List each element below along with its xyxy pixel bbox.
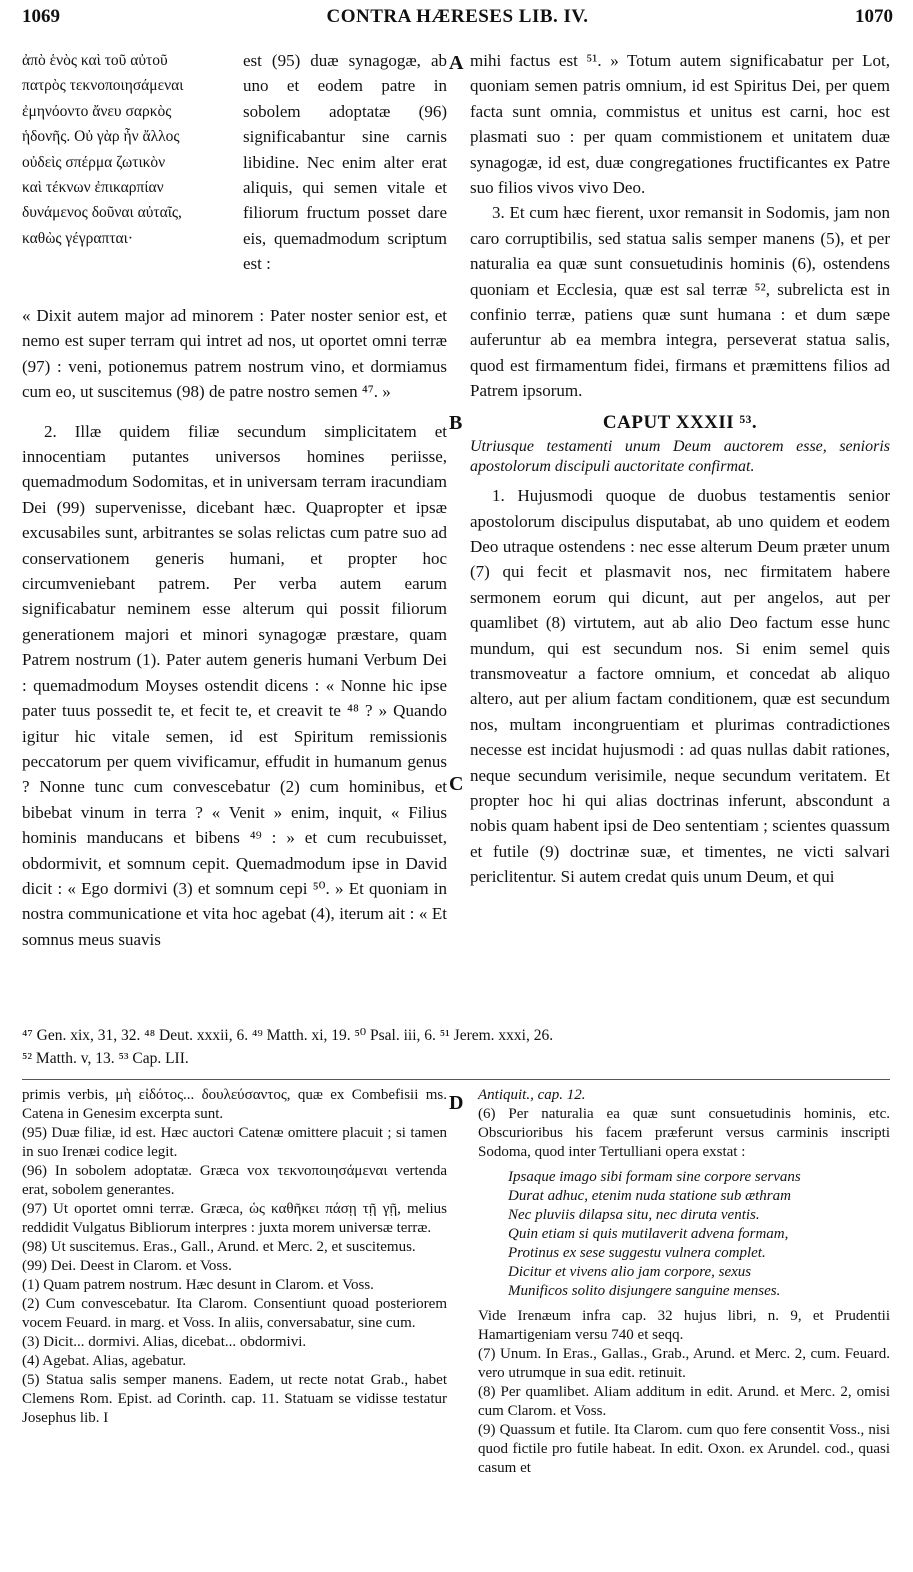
- notes-right-column: [478, 1086, 890, 1478]
- left-main-column: [22, 303, 447, 952]
- chapter-heading: CAPUT XXXII ⁵³.: [602, 411, 758, 433]
- poem-line: Nec pluviis dilapsa situ, nec diruta ventis.: [508, 1207, 760, 1223]
- poem-line: Protinus ex sese suggestu vulnera complet.: [508, 1245, 766, 1261]
- poem-line: Quin etiam si quis mutilaverit advena formam,: [508, 1226, 789, 1242]
- margin-letter-b: B: [449, 412, 463, 434]
- chapter-paragraph-1: 1. Hujusmodi quoque de duobus testamentis senior apostolorum discipulus disputabat, ab uno quidem et eodem Deo utraque ostendens : nec esse alterum Deum præter unum (7) qui fecit et plasmavit nos, nec firmitatem habere sermonem eorum qui dicunt, aut per angelos, aut per quamlibet (8) virtutem, aut ab alio Deo factum esse hunc mundum, qui est secundum nos. Si enim semel quis transmoveatur a factore omnium, et concedat ab aliquo altero, aut per alium factam conditionem, quæ est secundum nos, multam incongruentiam et plurimas contradictiones necesse est incidat hujusmodi : ad quas nullas dabit rationes, neque secundum verisimile, neque secundum veritatem. Et propter hoc hi qui alias doctrinas inferunt, abscondunt a nobis quam habent ipsi de Deo sententiam ; scientes quassum et futile (9) doctrinæ suæ, et timentes, ne victi salvari periclitentur. Si autem credat quis unum Deum, et qui: [470, 486, 890, 887]
- greek-line: ἡδονῆς. Οὐ γὰρ ἦν ἄλλος: [22, 128, 180, 146]
- note: (1) Quam patrem nostrum. Hæc desunt in Clarom. et Voss.: [22, 1277, 374, 1293]
- scripture-ref-line: ⁴⁷ Gen. xix, 31, 32. ⁴⁸ Deut. xxxii, 6. ⁴⁹ Matth. xi, 19. ⁵⁰ Psal. iii, 6. ⁵¹ Jerem. xxxi, 26.: [22, 1027, 554, 1044]
- greek-line: οὐδεὶς σπέρμα ζωτικὸν: [22, 153, 166, 171]
- quotation-paragraph: « Dixit autem major ad minorem : Pater noster senior est, et nemo est super terram qui intret ad nos, ut oportet omni terræ (97) : veni, potionemus patrem nostrum vino, et dormiamus cum eo, ut suscitemus (98) de patre nostro semen ⁴⁷. »: [22, 306, 447, 402]
- greek-line: πατρὸς τεκνοποιησάμεναι: [22, 77, 184, 95]
- page-number-left: 1069: [22, 6, 60, 27]
- page-number-right: 1070: [855, 6, 893, 27]
- section-2-paragraph: 2. Illæ quidem filiæ secundum simplicitatem et innocentiam putantes universos homines periisse, quemadmodum Sodomitas, et in universam terram iracundiam Dei (99) supervenisse, dicebant hæc. Quapropter et ipsæ excusabiles sunt, arbitrantes se solas relictas cum patre suo ad conservationem generis humani, et propter hoc circumveniebant patrem. Per verba autem earum significabatur neminem esse alterum qui possit filiorum generationem majori et minori synagogæ præstare, quam Patrem nostrum (1). Pater autem generis humani Verbum Dei : quemadmodum Moyses ostendit dicens : « Nonne hic ipse pater tuus possedit te, et fecit te, et creavit te ⁴⁸ ? » Quando igitur hic vitale semen, id est Spiritum remissionis peccatorum per quem vivificamur, effudit in humanum genus ? Nonne tunc cum convescebatur (2) cum hominibus, et bibebat vinum in terra ? « Venit » enim, inquit, « Filius hominis manducans et bibens ⁴⁹ : » et cum recubuisset, obdormivit, et somnum cepit. Quemadmodum ipse in David dicit : « Ego dormivi (3) et somnum cepi ⁵⁰. » Et quoniam in nostra communicatione et vita hoc agebat (4), iterum ait : « Et somnus meus suavis: [22, 421, 447, 949]
- running-head: [22, 6, 893, 32]
- latin-paragraph: est (95) duæ synagogæ, ab uno et eodem patre in sobolem adoptatæ (96) significabantur sine carnis libidine. Nec enim alter erat aliquis, qui semen vitale et filiorum fructum posset dare eis, quemadmodum scriptum est :: [243, 51, 447, 274]
- poem-line: Ipsaque imago sibi formam sine corpore servans: [508, 1169, 801, 1185]
- note: primis verbis, μὴ εἰδότος... δουλεύσαντος, quæ ex Combefisii ms. Catena in Genesim excerpta sunt.: [22, 1087, 447, 1122]
- scripture-references: [22, 1024, 890, 1070]
- margin-letter-d: D: [449, 1092, 464, 1114]
- note: (8) Per quamlibet. Aliam additum in edit. Arund. et Merc. 2, omisi cum Clarom. et Voss.: [478, 1384, 890, 1419]
- margin-letter-c: C: [449, 773, 464, 795]
- right-main-column: [470, 48, 890, 890]
- note: (2) Cum convescebatur. Ita Clarom. Consentiunt quoad posteriorem vocem Feuard. in marg. et Voss. In aliis, conversabatur, sine cum.: [22, 1296, 447, 1331]
- chapter-summary: Utriusque testamenti unum Deum auctorem esse, senioris apostolorum discipuli auctoritate confirmat.: [470, 438, 890, 476]
- section-3-paragraph: 3. Et cum hæc fierent, uxor remansit in Sodomis, jam non caro corruptibilis, sed statua salis semper manens (5), et per naturalia ea quæ sunt consuetudinis hominis (6), ostendens quoniam et Ecclesia, quæ est sal terræ ⁵², subrelicta est in confinio terræ, patiens quæ sunt humana : et dum sæpe auferuntur ab ea membra integra, perseverat statua salis, quod est firmamentum fidei, firmans et præmittens filios ad Patrem ipsorum.: [470, 203, 890, 401]
- note: (96) In sobolem adoptatæ. Græca vox τεκνοποιησάμεναι vertenda erat, sobolem generantes.: [22, 1163, 447, 1198]
- margin-letter-a: A: [449, 52, 464, 74]
- notes-divider: [22, 1079, 890, 1080]
- note: (7) Unum. In Eras., Gallas., Grab., Arund. et Merc. 2, cum. Feuard. vero utrumque in sua edit. retinuit.: [478, 1346, 890, 1381]
- latin-narrow-column: [243, 48, 447, 277]
- greek-line: καὶ τέκνων ἐπικαρπίαν: [22, 179, 164, 197]
- note: (95) Duæ filiæ, id est. Hæc auctori Catenæ omittere placuit ; si tamen in suo Irenæi codice legit.: [22, 1125, 447, 1160]
- note: (4) Agebat. Alias, agebatur.: [22, 1353, 187, 1369]
- note: (98) Ut suscitemus. Eras., Gall., Arund. et Merc. 2, et suscitemus.: [22, 1239, 416, 1255]
- page-title: CONTRA HÆRESES LIB. IV.: [326, 6, 589, 27]
- scripture-ref-line: ⁵² Matth. v, 13. ⁵³ Cap. LII.: [22, 1050, 189, 1067]
- note: Antiquit., cap. 12.: [478, 1087, 586, 1103]
- note: (9) Quassum et futile. Ita Clarom. cum quo fere consentit Voss., nisi quod fictile pro futile habeat. In edit. Oxon. ex Arundel. cod., quasi casum et: [478, 1422, 890, 1476]
- poem-line: Durat adhuc, etenim nuda statione sub æthram: [508, 1188, 791, 1204]
- note: (3) Dicit... dormivi. Alias, dicebat... obdormivi.: [22, 1334, 307, 1350]
- poem-line: Munificos solito disjungere sanguine menses.: [508, 1283, 781, 1299]
- greek-line: δυνάμενος δοῦναι αὐταῖς,: [22, 204, 182, 222]
- notes-left-column: [22, 1086, 447, 1428]
- note: Vide Irenæum infra cap. 32 hujus libri, n. 9, et Prudentii Hamartigeniam versu 740 et seqq.: [478, 1308, 890, 1343]
- note: (97) Ut oportet omni terræ. Græca, ὡς καθῆκει πάσῃ τῇ γῇ, melius reddidit Vulgatus Bibliorum interpres : juxta morem universæ terræ.: [22, 1201, 447, 1236]
- poem-quotation: [478, 1168, 890, 1301]
- right-paragraph-1: mihi factus est ⁵¹. » Totum autem significabatur per Lot, quoniam semen patris omnium, id est Spiritus Dei, per quem facta sunt omnia, commistus et unitus est carni, hoc est plasmati suo : per quam commistionem et unitatem duæ synagogæ, id est, duæ congregationes fructificantes ex Patre suo filios vivos vivo Deo.: [470, 51, 890, 198]
- note: (6) Per naturalia ea quæ sunt consuetudinis hominis, etc. Obscurioribus his facem præferunt versus carminis inscripti Sodoma, quod inter Tertulliani opera exstat :: [478, 1106, 890, 1160]
- greek-line: ἐμηνόοντο ἄνευ σαρκὸς: [22, 102, 172, 120]
- greek-line: ἀπὸ ἑνὸς καὶ τοῦ αὐτοῦ: [22, 52, 168, 69]
- greek-text-column: [22, 48, 234, 251]
- greek-line: καθὼς γέγραπται·: [22, 229, 134, 247]
- note: (99) Dei. Deest in Clarom. et Voss.: [22, 1258, 232, 1274]
- poem-line: Dicitur et vivens alio jam corpore, sexus: [508, 1264, 752, 1280]
- note: (5) Statua salis semper manens. Eadem, ut recte notat Grab., habet Clemens Rom. Epist. ad Corinth. cap. 11. Statuam se vidisse testatur Josephus lib. I: [22, 1372, 447, 1426]
